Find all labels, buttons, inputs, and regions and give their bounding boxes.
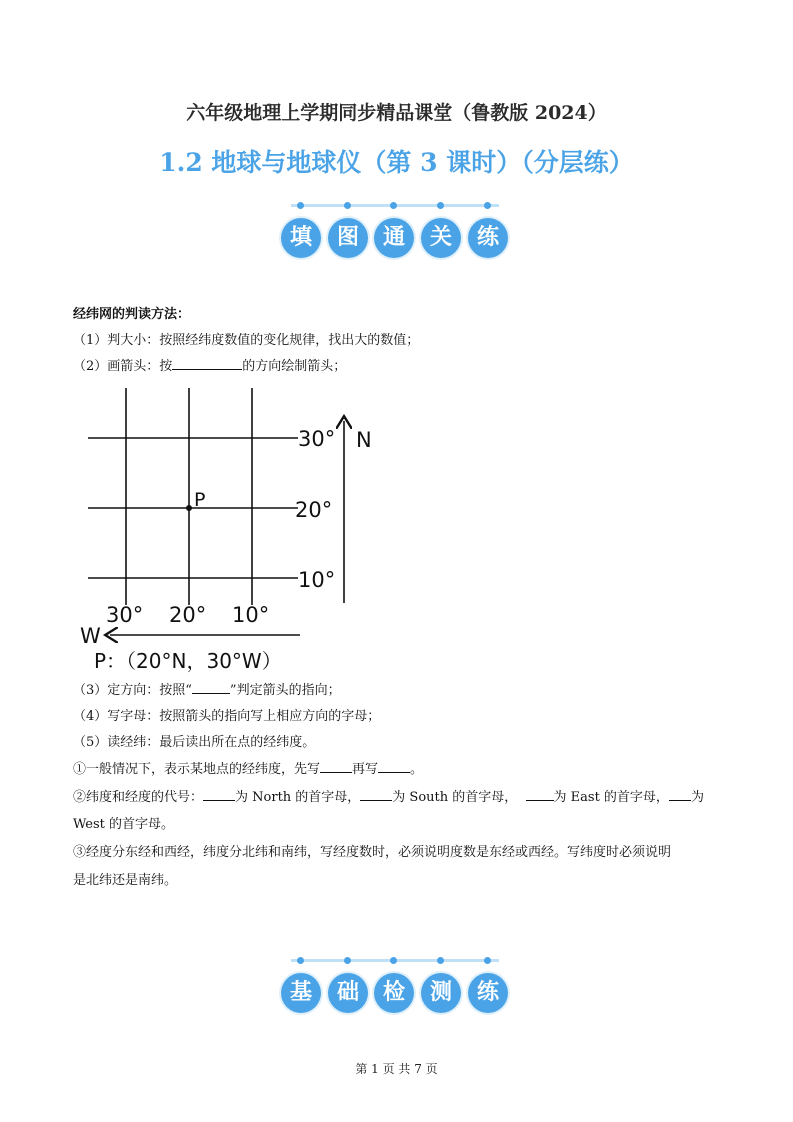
step-3-text-a: （3）定方向：按照“ [73,683,192,698]
note-1-text-b: 再写 [352,762,379,777]
connector-dot [437,957,444,964]
note-2-text-a: ②纬度和经度的代号： [73,790,204,805]
connector-dot [437,202,444,209]
lon-label-20: 20° [169,603,207,627]
note-2-text-b: 为 North 的首字母， [235,790,361,805]
badge-ji: 基 [281,973,321,1013]
step-1: （1）判大小：按照经纬度数值的变化规律，找出大的数值； [73,333,420,348]
badge-guan: 关 [421,218,461,258]
point-p-label: P [194,489,206,511]
fill-blank[interactable] [192,679,230,694]
step-4: （4）写字母：按照箭头的指向写上相应方向的字母； [73,709,381,724]
note-1-text-a: ①一般情况下，表示某地点的经纬度，先写 [73,762,321,777]
lat-label-20: 20° [295,498,333,522]
section-heading: 经纬网的判读方法： [73,307,191,322]
section-badges-fill-map [0,200,793,270]
connector-dot [297,957,304,964]
page-number: 第 1 页 共 7 页 [355,1062,438,1076]
note-3-line-1: ③经度分东经和西经，纬度分北纬和南纬，写经度数时，必须说明度数是东经或西经。写纬度时必须说明 [73,845,672,860]
fill-blank[interactable] [172,355,242,370]
badge-lian-2: 练 [468,973,508,1013]
note-1-text-c: 。 [410,762,424,777]
page-title: 六年级地理上学期同步精品课堂（鲁教版 2024） [186,102,607,124]
step-2-text-a: （2）画箭头：按 [73,359,173,374]
instructions-bottom [73,678,723,894]
note-2-text-c: 为 South 的首字母， [392,790,518,805]
north-label: N [356,428,372,452]
fill-blank[interactable] [360,786,392,801]
note-1 [73,756,723,784]
note-3-line-2: 是北纬还是南纬。 [73,873,178,888]
lon-label-10: 10° [232,603,270,627]
lon-label-30: 30° [106,603,144,627]
badge-ce: 测 [421,973,461,1013]
badge-chu: 础 [328,973,368,1013]
badge-tian: 填 [281,218,321,258]
step-2 [73,354,723,380]
connector-dot [344,957,351,964]
fill-blank[interactable] [378,758,410,773]
section-badges-basic-test [0,955,793,1025]
lat-label-10: 10° [298,568,336,592]
graticule-diagram [80,385,400,675]
step-2-text-b: 的方向绘制箭头； [242,359,347,374]
step-3-text-b: ”判定箭头的指向； [229,683,341,698]
connector-dot [344,202,351,209]
note-2-cont: West 的首字母。 [73,817,175,832]
connector-dot [390,202,397,209]
badge-tu: 图 [328,218,368,258]
lesson-subtitle: 1.2 地球与地球仪（第 3 课时）（分层练） [159,148,634,177]
badge-jian: 检 [374,973,414,1013]
west-label: W [80,624,101,648]
point-p-marker [186,505,192,511]
fill-blank[interactable] [320,758,352,773]
badge-tong: 通 [374,218,414,258]
point-p-coordinates: P：（20°N，30°W） [94,649,282,673]
instructions-top [73,302,723,380]
fill-blank[interactable] [669,786,691,801]
step-5: （5）读经纬：最后读出所在点的经纬度。 [73,735,316,750]
connector-dot [484,957,491,964]
fill-blank[interactable] [526,786,554,801]
connector-dot [297,202,304,209]
connector-dot [390,957,397,964]
note-2-text-d: 为 East 的首字母， [553,790,669,805]
fill-blank[interactable] [203,786,235,801]
lat-label-30: 30° [298,427,336,451]
note-2-text-e: 为 [690,790,704,805]
step-3 [73,678,723,704]
badge-lian: 练 [468,218,508,258]
connector-dot [484,202,491,209]
note-2 [73,784,723,812]
